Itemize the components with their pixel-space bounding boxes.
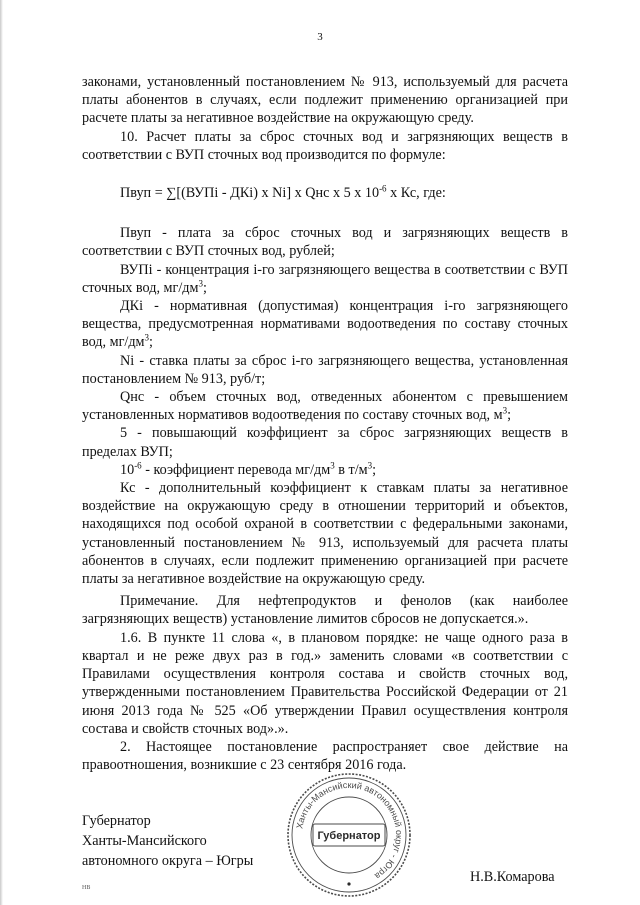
paragraph-continuation: законами, установленный постановлением № 913, используемый для расчета платы абонентов в случаях, если подлежит применению организацией при расчете платы за негативное воздействие на окружающую среду. bbox=[82, 74, 568, 127]
signature-line-2: Ханты-Мансийского bbox=[82, 833, 207, 849]
paragraph-item-2: 2. Настоящее постановление распространяет свое действие на правоотношения, возникшие с 23 сентября 2016 года. bbox=[82, 738, 568, 774]
seal-ring-text: Ханты-Мансийский автономный округ - Югра bbox=[294, 779, 405, 882]
definition-vupi: ВУПi - концентрация i-го загрязняющего вещества в соответствии с ВУП сточных вод, $мг/дм^3$; bbox=[82, 261, 568, 296]
definition-conversion: $10^{-6}$ - коэффициент перевода $мг/дм^3$ в $т/м^3$; bbox=[120, 460, 377, 478]
paragraph-item-10: 10. Расчет платы за сброс сточных вод и загрязняющих веществ в соответствии с ВУП сточных вод производится по формуле: bbox=[82, 128, 568, 163]
signature-line-1: Губернатор bbox=[82, 813, 151, 829]
official-seal-icon bbox=[285, 771, 413, 899]
page-number: 3 bbox=[317, 31, 323, 43]
definition-qns: Qнс - объем сточных вод, отведенных абонентом с превышением установленных нормативов водоотведения по составу сточных вод, $м^3$; bbox=[82, 389, 568, 424]
note-paragraph: Примечание. Для нефтепродуктов и фенолов (как наиболее загрязняющих веществ) установление лимитов сбросов не допускается.». bbox=[82, 593, 568, 628]
definition-dki: ДКi - нормативная (допустимая) концентрация i-го загрязняющего вещества, предусмотренная нормативами водоотведения по составу сточных вод, $мг/дм^3$; bbox=[82, 298, 568, 351]
signatory-name: Н.В.Комарова bbox=[470, 869, 555, 885]
executor-mark: НВ bbox=[82, 885, 91, 891]
seal-dot bbox=[347, 882, 350, 885]
document-body bbox=[82, 73, 568, 774]
signature-title bbox=[82, 811, 253, 871]
scan-edge bbox=[0, 0, 3, 905]
definition-ks: Кс - дополнительный коэффициент к ставкам платы за негативное воздействие на окружающую среду в отношении территорий и объектов, находящихся под особой охраной в соответствии с федеральными законами, установленный постановлением № 913, используемый для расчета платы абонентов в случаях, если подлежит применению организацией при расчете платы за негативное воздействие на окружающую среду. bbox=[82, 480, 568, 588]
signature-line-3: автономного округа – Югры bbox=[82, 853, 254, 869]
definition-ni: Ni - ставка платы за сброс i-го загрязняющего вещества, установленная постановлением № 913, руб/т; bbox=[82, 352, 568, 387]
definition-coef-5: 5 - повышающий коэффициент за сброс загрязняющих веществ в пределах ВУП; bbox=[82, 425, 568, 460]
definition-pvup: Пвуп - плата за сброс сточных вод и загрязняющих веществ в соответствии с ВУП сточных вод, рублей; bbox=[82, 225, 568, 260]
paragraph-item-1-6: 1.6. В пункте 11 слова «, в плановом порядке: не чаще одного раза в квартал и не реже двух раз в год.» заменить словами «в соответствии с Правилами осуществления контроля состава и свойств сточных вод, утвержденными постановлением Правительства Российской Федерации от 21 июня 2013 года № 525 «Об утверждении Правил осуществления контроля состава и свойств сточных вод».». bbox=[82, 629, 568, 737]
seal-center-text: Губернатор bbox=[317, 830, 381, 842]
formula: Пвуп = ∑[(ВУПi - ДКi) x Ni] x Qнс x 5 x $10^{-6}$ x Кс, где: bbox=[120, 183, 446, 202]
